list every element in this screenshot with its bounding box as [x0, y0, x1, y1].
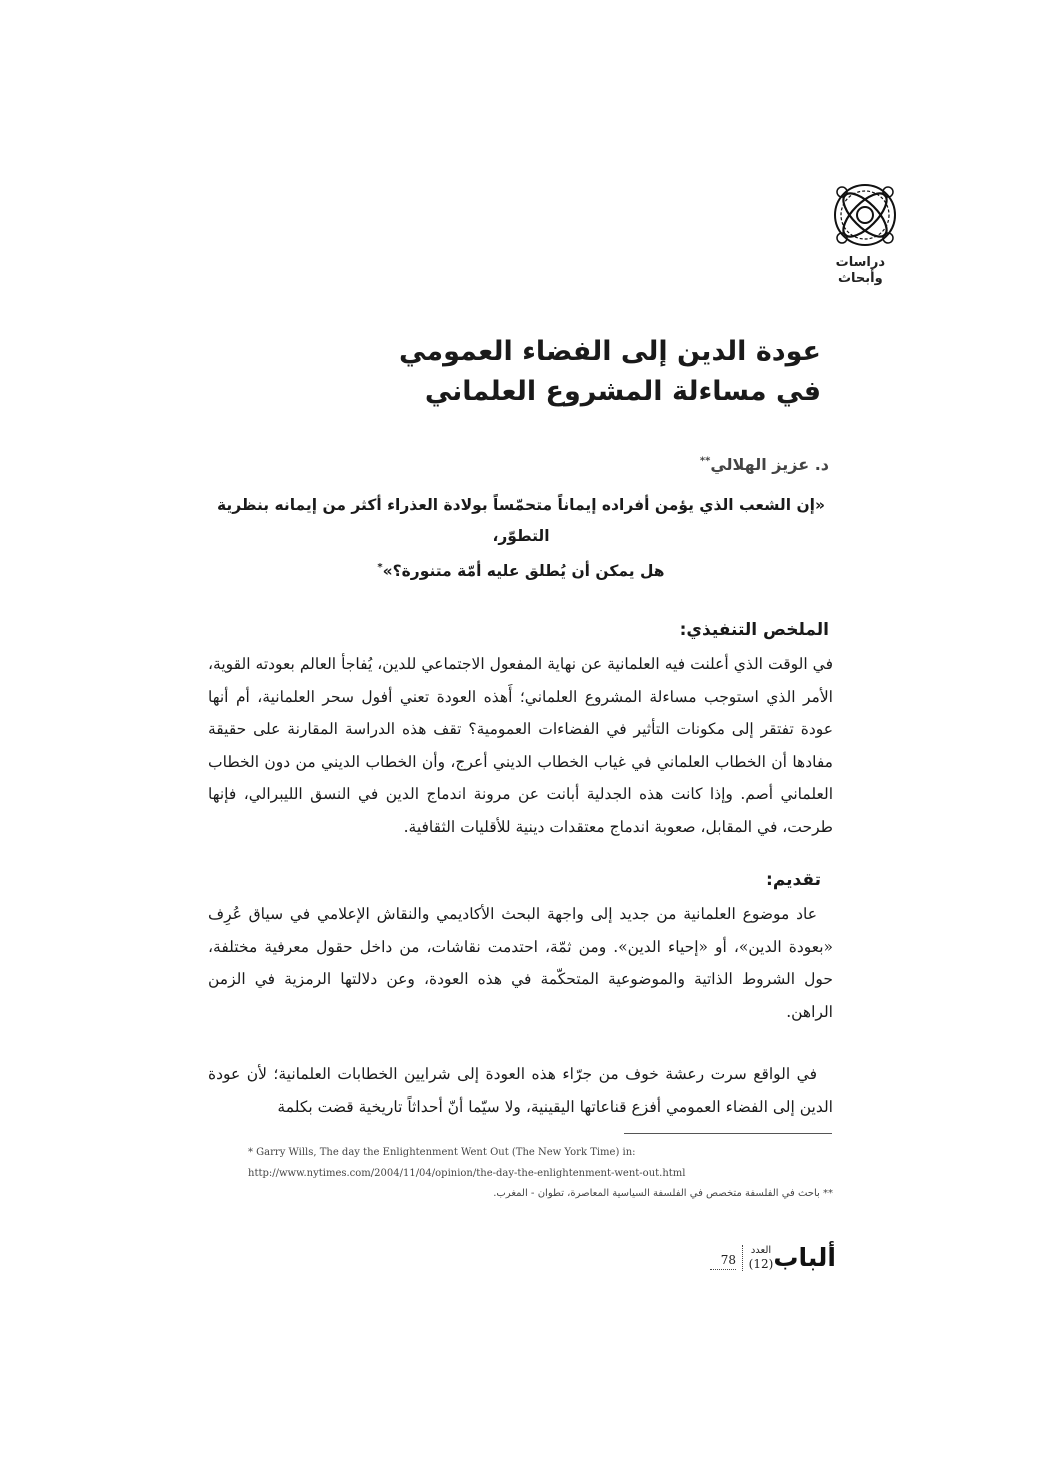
- author-byline: [700, 455, 829, 474]
- author-footnote-mark: **: [699, 455, 711, 467]
- epigraph-line2: هل يمكن أن يُطلق عليه أمّة متنورة؟»: [382, 562, 665, 581]
- epigraph: [211, 490, 831, 587]
- issue-label: العدد: [750, 1245, 772, 1256]
- section-label: [836, 255, 885, 287]
- summary-paragraph: في الوقت الذي أعلنت فيه العلمانية عن نهاية المفعول الاجتماعي للدين، يُفاجأ العالم بعودته القوية، الأمر الذي استوجب مساءلة المشروع العلماني؛ أَهذه العودة تعني أفول سحر العلمانية، أم أنها عودة تفتقر إلى مكونات التأثير في الفضاءات العمومية؟ تقف هذه الدراسة المقارنة على حقيقة مفادها أن الخطاب العلماني في غياب الخطاب الديني أعرج، وأن الخطاب الديني من دون الخطاب العلماني أصم. وإذا كانت هذه الجدلية أبانت عن مرونة اندماج الدين في النسق الليبرالي، فإنها طرحت، في المقابل، صعوبة اندماج معتقدات دينية للأقليات الثقافية.: [208, 655, 833, 836]
- journal-brand: ألباب: [773, 1243, 836, 1272]
- section-label-line2: وأبحاث: [837, 271, 883, 286]
- title-line1: عودة الدين إلى الفضاء العمومي: [399, 336, 821, 367]
- author-name: د. عزيز الهلالي: [710, 455, 829, 474]
- title-line2: في مساءلة المشروع العلماني: [424, 376, 821, 407]
- epigraph-line1: «إن الشعب الذي يؤمن أفراده إيماناً متحمّساً بولادة العذراء أكثر من إيمانه بنظرية التطوّر،: [216, 496, 826, 545]
- summary-heading: الملخص التنفيذي:: [679, 620, 829, 640]
- footer-separator: [742, 1245, 743, 1271]
- page-footer: [710, 1243, 840, 1273]
- footnote-1: * Garry Wills, The day the Enlightenment Went Out (The New York Time) in: http://www.nytimes.com/2004/11/04/opinion/the-day-the-enlightenment-went-out.html: [248, 1147, 686, 1179]
- knot-emblem-icon: [830, 180, 900, 250]
- intro-paragraph-2: في الواقع سرت رعشة خوف من جرّاء هذه العودة إلى شرايين الخطابات العلمانية؛ لأن عودة الدين إلى الفضاء العمومي أفزع قناعاتها اليقينية، ولا سيّما أنّ أحداثاً تاريخية قضت بكلمة: [208, 1065, 833, 1116]
- section-label-line1: دراسات: [835, 255, 885, 270]
- intro-heading: تقديم:: [766, 870, 821, 890]
- article-title: [301, 332, 821, 412]
- epigraph-footnote-mark: *: [377, 562, 383, 573]
- page-number: 78: [710, 1253, 736, 1270]
- footnote-divider: [624, 1133, 832, 1134]
- issue-number: (12): [748, 1257, 774, 1271]
- footnote-2: ** باحث في الفلسفة متخصص في الفلسفة السياسية المعاصرة، تطوان - المغرب.: [493, 1188, 833, 1199]
- intro-paragraph-1: عاد موضوع العلمانية من جديد إلى واجهة البحث الأكاديمي والنقاش الإعلامي في سياق عُرِف «بعودة الدين»، أو «إحياء الدين». ومن ثمّة، احتدمت نقاشات، من داخل حقول معرفية مختلفة، حول الشروط الذاتية والموضوعية المتحكّمة في هذه العودة، وعن دلالتها الرمزية في الزمن الراهن.: [208, 905, 833, 1021]
